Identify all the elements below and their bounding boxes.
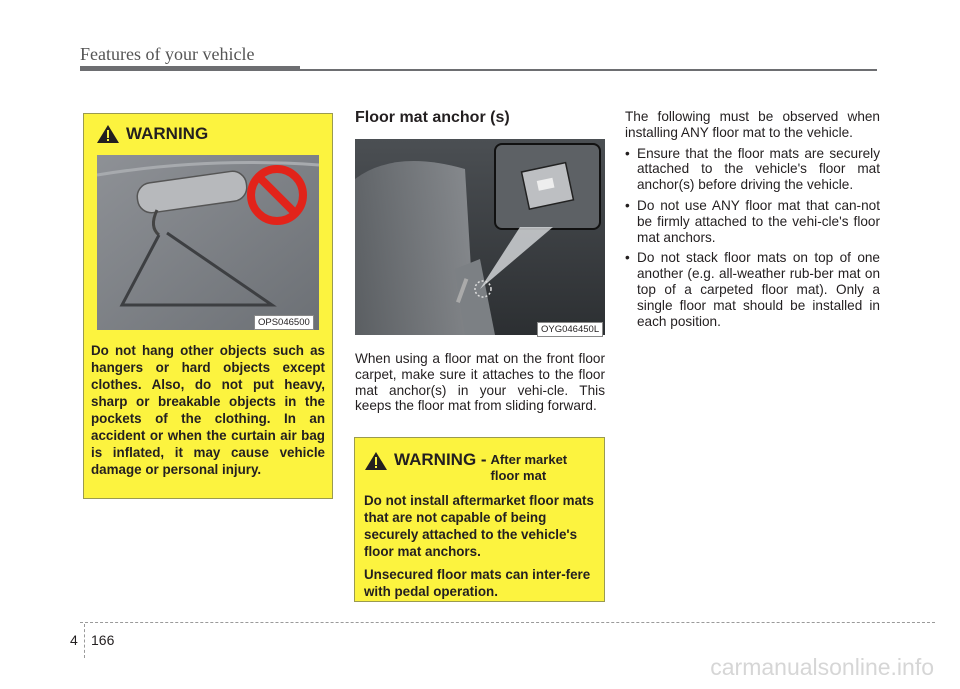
floor-mat-anchor-illustration [355, 139, 605, 335]
intro-paragraph: The following must be observed when installing ANY floor mat to the vehicle. [625, 109, 880, 140]
right-column [625, 109, 880, 334]
section-title: Floor mat anchor (s) [355, 109, 510, 126]
list-item-text: Do not stack floor mats on top of one another (e.g. all-weather rub-ber mat on top of a carpeted floor mat). Only a single floor mat should be installed in each position. [637, 250, 880, 329]
page-number: 166 [91, 632, 115, 648]
chapter-number: 4 [70, 632, 78, 648]
hanger-illustration [97, 155, 319, 330]
warning-paragraph: Do not install aftermarket floor mats that are not capable of being securely attached to the vehicle's floor mat anchors. [364, 493, 594, 559]
header-title: Features of your vehicle [80, 44, 255, 64]
warning-heading-aftermarket [364, 450, 591, 484]
footer-rule [80, 622, 935, 623]
bullet-icon: • [625, 197, 630, 213]
list-item [625, 250, 880, 329]
header-rule-thick [80, 66, 300, 71]
warning-label: WARNING [126, 124, 209, 143]
bullet-icon: • [625, 145, 630, 161]
list-item [625, 198, 880, 245]
list-item-text: Ensure that the floor mats are securely attached to the vehicle's floor mat anchor(s) before driving the vehicle. [637, 145, 880, 193]
warning-triangle-icon [96, 124, 120, 144]
figure-code-anchor: OYG046450L [537, 322, 603, 337]
anchor-paragraph: When using a floor mat on the front floor carpet, make sure it attaches to the floor mat anchor(s) in your vehi-cle. This keeps the floor mat from sliding forward. [355, 351, 605, 414]
bullet-icon: • [625, 250, 630, 266]
warning-triangle-icon [364, 451, 388, 471]
list-item-text: Do not use ANY floor mat that can-not be firmly attached to the vehi-cle's floor mat anchors. [637, 197, 880, 245]
warning-text-hangers: Do not hang other objects such as hangers or hard objects except clothes. Also, do not put heavy, sharp or breakable objects in the pockets of the clothing. In an accident or when the curtain air bag is inflated, it may cause vehicle damage or personal injury. [91, 343, 325, 477]
figure-code-hangers: OPS046500 [254, 315, 314, 330]
rules-list [625, 146, 880, 330]
warning-heading [96, 124, 208, 144]
watermark: carmanualsonline.info [710, 654, 934, 680]
warning-subtitle: After market floor mat [490, 452, 568, 483]
footer-divider [84, 624, 85, 658]
warning-box-aftermarket [354, 437, 605, 602]
warning-text-aftermarket [364, 492, 598, 606]
warning-paragraph: Unsecured floor mats can inter-fere with pedal operation. [364, 567, 591, 599]
list-item [625, 146, 880, 193]
warning-label: WARNING - [394, 450, 487, 469]
header-rule-thin [300, 69, 877, 71]
